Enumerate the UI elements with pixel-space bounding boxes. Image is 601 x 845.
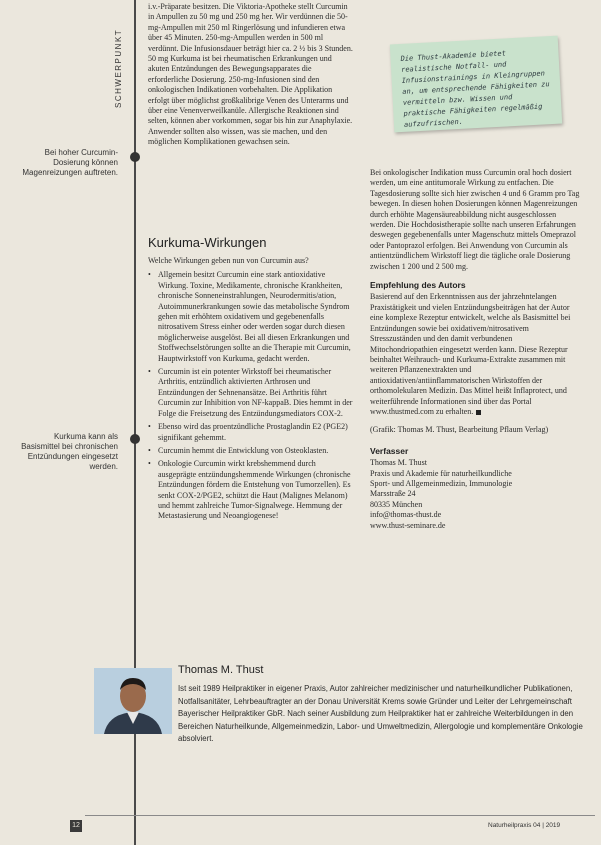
bio-name: Thomas M. Thust [178,664,264,676]
sticky-note [390,36,562,133]
page-number: 12 [70,820,82,832]
end-mark-icon [476,410,481,415]
list-item: • Allgemein besitzt Curcumin eine stark antioxidative Wirkung. Toxine, Medikamente, chronische Krankheiten, chronische Sonneneinstrahlungen, Neurodermitis/ation, Autoimmunerkrankungen sowie das metabolische Syndrom gehen mit erhöhtem oxidativem und gegebenenfalls nitrosativem Stress einher oder werden sogar durch diesen möglicherweise ausgelöst. Bei all diesen Erkrankungen und Stoffwechselstörungen sollte an die Therapie mit Curcumin, Hauptwirkstoff von Kurkuma, gedacht werden. [148,270,354,364]
column-left-intro [148,2,354,148]
list-item: • Curcumin hemmt die Entwicklung von Osteoklasten. [148,446,354,456]
bullet-list [148,270,354,521]
author-line: Thomas M. Thust [370,458,427,468]
body-paragraph: i.v.-Präparate besitzen. Die Viktoria-Apotheke stellt Curcumin in Ampullen zu 50 mg und 250 mg her. Wir verdünnen die 50-mg-Ampullen mit 250 ml Ringerlösung und infundieren etwa über 45 Minuten. 250-mg-Ampullen werden in 500 ml verdünnt. Die Infusionsdauer beträgt hier ca. 2 ½ bis 3 Stunden. 50 mg Kurkuma ist bei rheumatischen Erkrankungen und akuten Entzündungen des Bewegungsapparates die erforderliche Dosierung. 250-mg-Infusionen sind den onkologischen Indikationen vorbehalten. Die Applikation erfolgt über möglichst großkalibrige Venen des Unterarms und über eine Venenverweilkanüle. Allergische Reaktionen sind selten, können aber vorkommen, sogar bis hin zur Anaphylaxie. Anwender sollten also wissen, was sie machen, und den möglichen Komplikationen gewachsen sein. [148,2,353,147]
rule-marker-dot [130,434,140,444]
list-item: • Onkologie Curcumin wirkt krebshemmend durch ausgeprägte entzündungshemmende Wirkungen (chronische Entzündungen fördern die Entstehung von Tumorzellen). Es senkt COX-2/PGE2, schützt die Haut (Malignes Melanom) und hemmt zahlreiche Tumor-Signalwege. Hemmung der Metastasierung und Neoangiogenese! [148,459,354,521]
author-email[interactable]: info@thomas-thust.de [370,510,442,520]
footer-rule [85,815,595,816]
sidebar-note: Bei hoher Curcumin-Dosierung können Magenreizungen auftreten. [22,148,118,177]
author-photo [94,668,172,734]
author-website[interactable]: www.thust-seminare.de [370,520,446,530]
recommendation-heading: Empfehlung des Autors [370,280,466,291]
question-text: Welche Wirkungen geben nun von Curcumin aus? [148,256,309,265]
footer-issue: Naturheilpraxis 04 | 2019 [488,822,561,829]
section-heading: Kurkuma-Wirkungen [148,235,267,250]
sidebar-note: Kurkuma kann als Basismittel bei chronischen Entzündungen eingesetzt werden. [21,432,118,471]
rule-marker-dot [130,152,140,162]
body-paragraph: Bei onkologischer Indikation muss Curcumin oral hoch dosiert werden, um eine antitumorale Wirkung zu entfachen. Die Tagesdosierung sollte sich hier zwischen 4 und 6 Gramm pro Tag bewegen. In diesen hohen Dosierungen können Magenreizungen durch erhöhte Magensäureabbildung nicht ausgeschlossen werden. Die Hochdosistherapie sollte nach unseren Erfahrungen deswegen gegebenenfalls unter Magenschutz mittels Omeprazol oder Pantoprazol erfolgen. Bei Anwendung von Curcumin als antientzündlichem Wirkstoff liegt die tägliche orale Dosierung zwischen 1 200 und 2 500 mg. [370,168,580,271]
author-line: Sport- und Allgemeinmedizin, Immunologie [370,478,513,488]
section-label: SCHWERPUNKT [114,28,123,108]
graphic-credit: (Grafik: Thomas M. Thust, Bearbeitung Pflaum Verlag) [370,425,549,435]
author-line: Praxis und Akademie für naturheilkundliche [370,468,512,478]
recommendation-paragraph: Basierend auf den Erkenntnissen aus der jahrzehntelangen Praxistätigkeit und vielen Entzündungsbeiträgen hat der Autor eine komplexe Rezeptur entwickelt, welche als Basismittel bei Entzündungen sowie bei oxidativem/nitrosativem Stresszuständen und den damit verbundenen Mitochondriopathien eingesetzt werden kann. Diese Rezeptur beinhaltet Weihrauch- und Kurkuma-Extrakte zusammen mit weiteren Pflanzenextrakten und antioxidativen/antiinflammatorischen Wirkstoffen der orthomolekularen Medizin. Das Mittel heißt Inflaprotect, und weiterführende Informationen sind über das Portal www.thustmed.com zu erhalten. [370,292,571,416]
sticky-note-text: Die Thust-Akademie bietet realistische Notfall- und Infusionstrainings in Kleingruppen an, um entsprechende Fähigkeiten zu vermitteln bzw. Wissen und praktische Fähigkeiten regelmäßig aufzufrischen. [400,49,550,129]
author-line: 80335 München [370,499,423,509]
column-right [370,168,580,531]
list-item: • Curcumin ist ein potenter Wirkstoff bei rheumatischer Arthritis, entzündlich aktivierten Arthrosen und Entzündungen der Sehnenansätze. Bei Arthritis führt Curcumin zur Inhibition von NF-kappaB. Dies hemmt in der Folge die Freisetzung des Entzündungsmediators COX-2. [148,367,354,419]
author-line: Marsstraße 24 [370,489,416,499]
portrait-icon [94,668,172,734]
author-heading: Verfasser [370,445,409,456]
list-item: • Ebenso wird das proentzündliche Prostaglandin E2 (PGE2) signifikant gehemmt. [148,422,354,443]
column-left-list [148,256,354,525]
bio-text: Ist seit 1989 Heilpraktiker in eigener Praxis, Autor zahlreicher medizinischer und naturheilkundlicher Publikationen, Notfallsanitäter, Lehrbeauftragter an der Donau Universität Krems sowie Gründer und Leiter der Lehrgemeinschaft Bayerischer Heilpraktiker GbR. Nach seiner Ausbildung zum Heilpraktiker hat er zahlreiche Weiterbildungen in den Bereichen Naturheilkunde, Allgemeinmedizin, Labor- und Umweltmedizin, Allergologie und komplementäre Onkologie absolviert. [178,684,583,744]
